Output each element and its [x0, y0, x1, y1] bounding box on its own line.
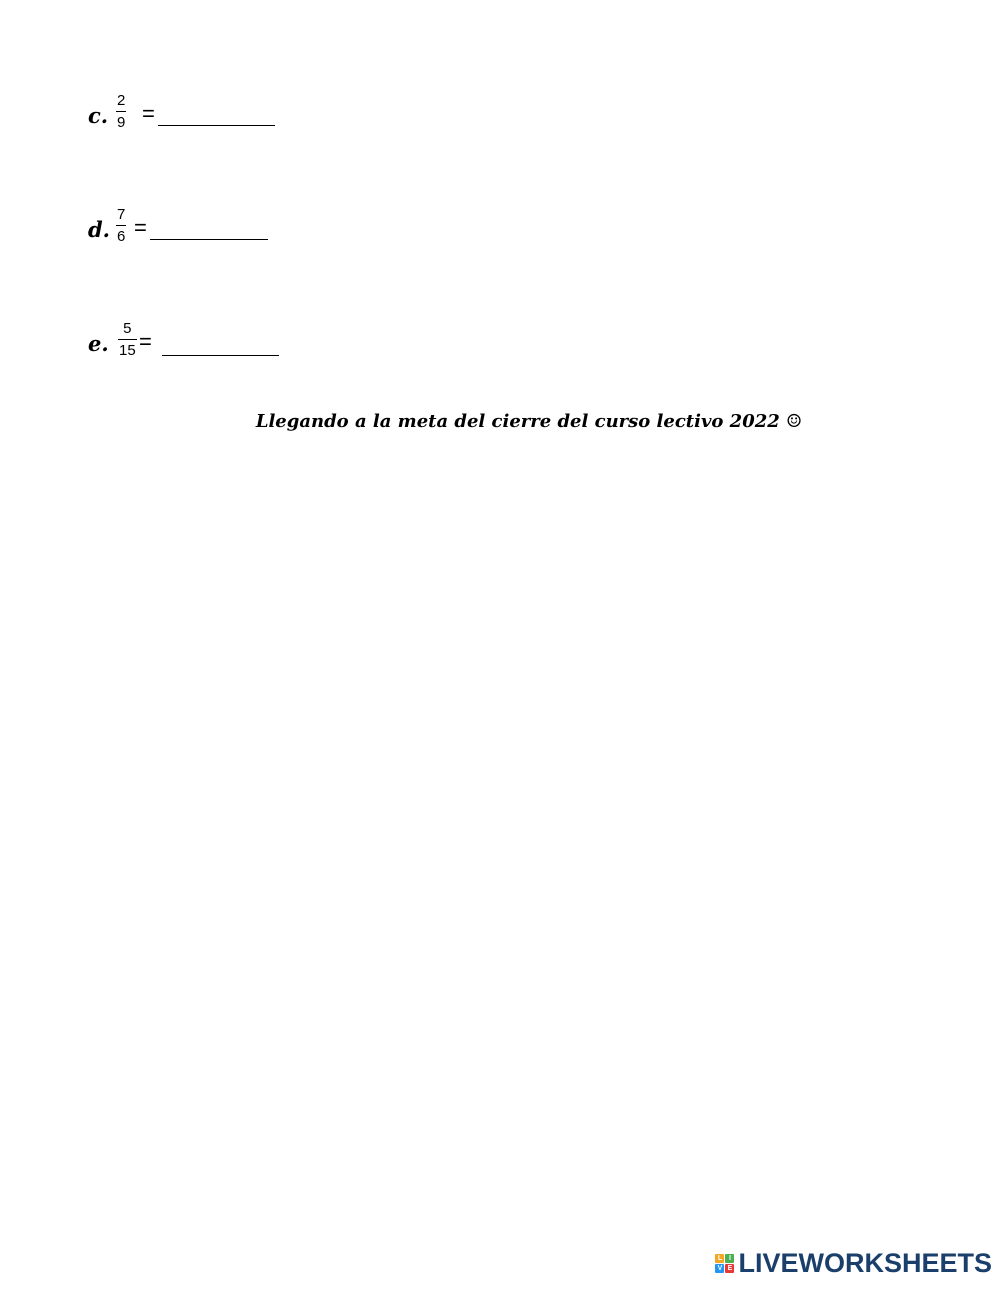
fraction-denominator: 15 — [119, 342, 136, 359]
logo-wordmark: LIVEWORKSHEETS — [738, 1248, 992, 1278]
logo-block-i: I — [725, 1254, 734, 1263]
fraction — [116, 206, 126, 245]
logo-block-v: V — [715, 1264, 724, 1273]
fraction-numerator: 2 — [117, 92, 126, 109]
logo-blocks-icon — [715, 1254, 734, 1273]
fraction — [118, 320, 137, 359]
fraction-denominator: 6 — [117, 228, 126, 245]
answer-blank[interactable] — [150, 239, 268, 240]
fraction-bar — [116, 225, 126, 226]
problem-letter: c. — [88, 103, 109, 128]
fraction-denominator: 9 — [117, 114, 126, 131]
equals-sign: = — [139, 329, 152, 354]
fraction-numerator: 7 — [117, 206, 126, 223]
fraction-bar — [116, 111, 126, 112]
equals-sign: = — [142, 101, 155, 126]
answer-blank[interactable] — [158, 125, 275, 126]
liveworksheets-logo — [715, 1249, 992, 1277]
problem-letter: e. — [88, 331, 109, 356]
equals-sign: = — [134, 215, 147, 240]
fraction — [116, 92, 126, 131]
answer-blank[interactable] — [162, 355, 279, 356]
logo-block-l: L — [715, 1254, 724, 1263]
fraction-bar — [118, 339, 137, 340]
closing-message: Llegando a la meta del cierre del curso lectivo 2022 ☺ — [255, 411, 803, 432]
fraction-numerator: 5 — [123, 320, 132, 337]
logo-block-e: E — [725, 1264, 734, 1273]
problem-letter: d. — [88, 217, 110, 242]
